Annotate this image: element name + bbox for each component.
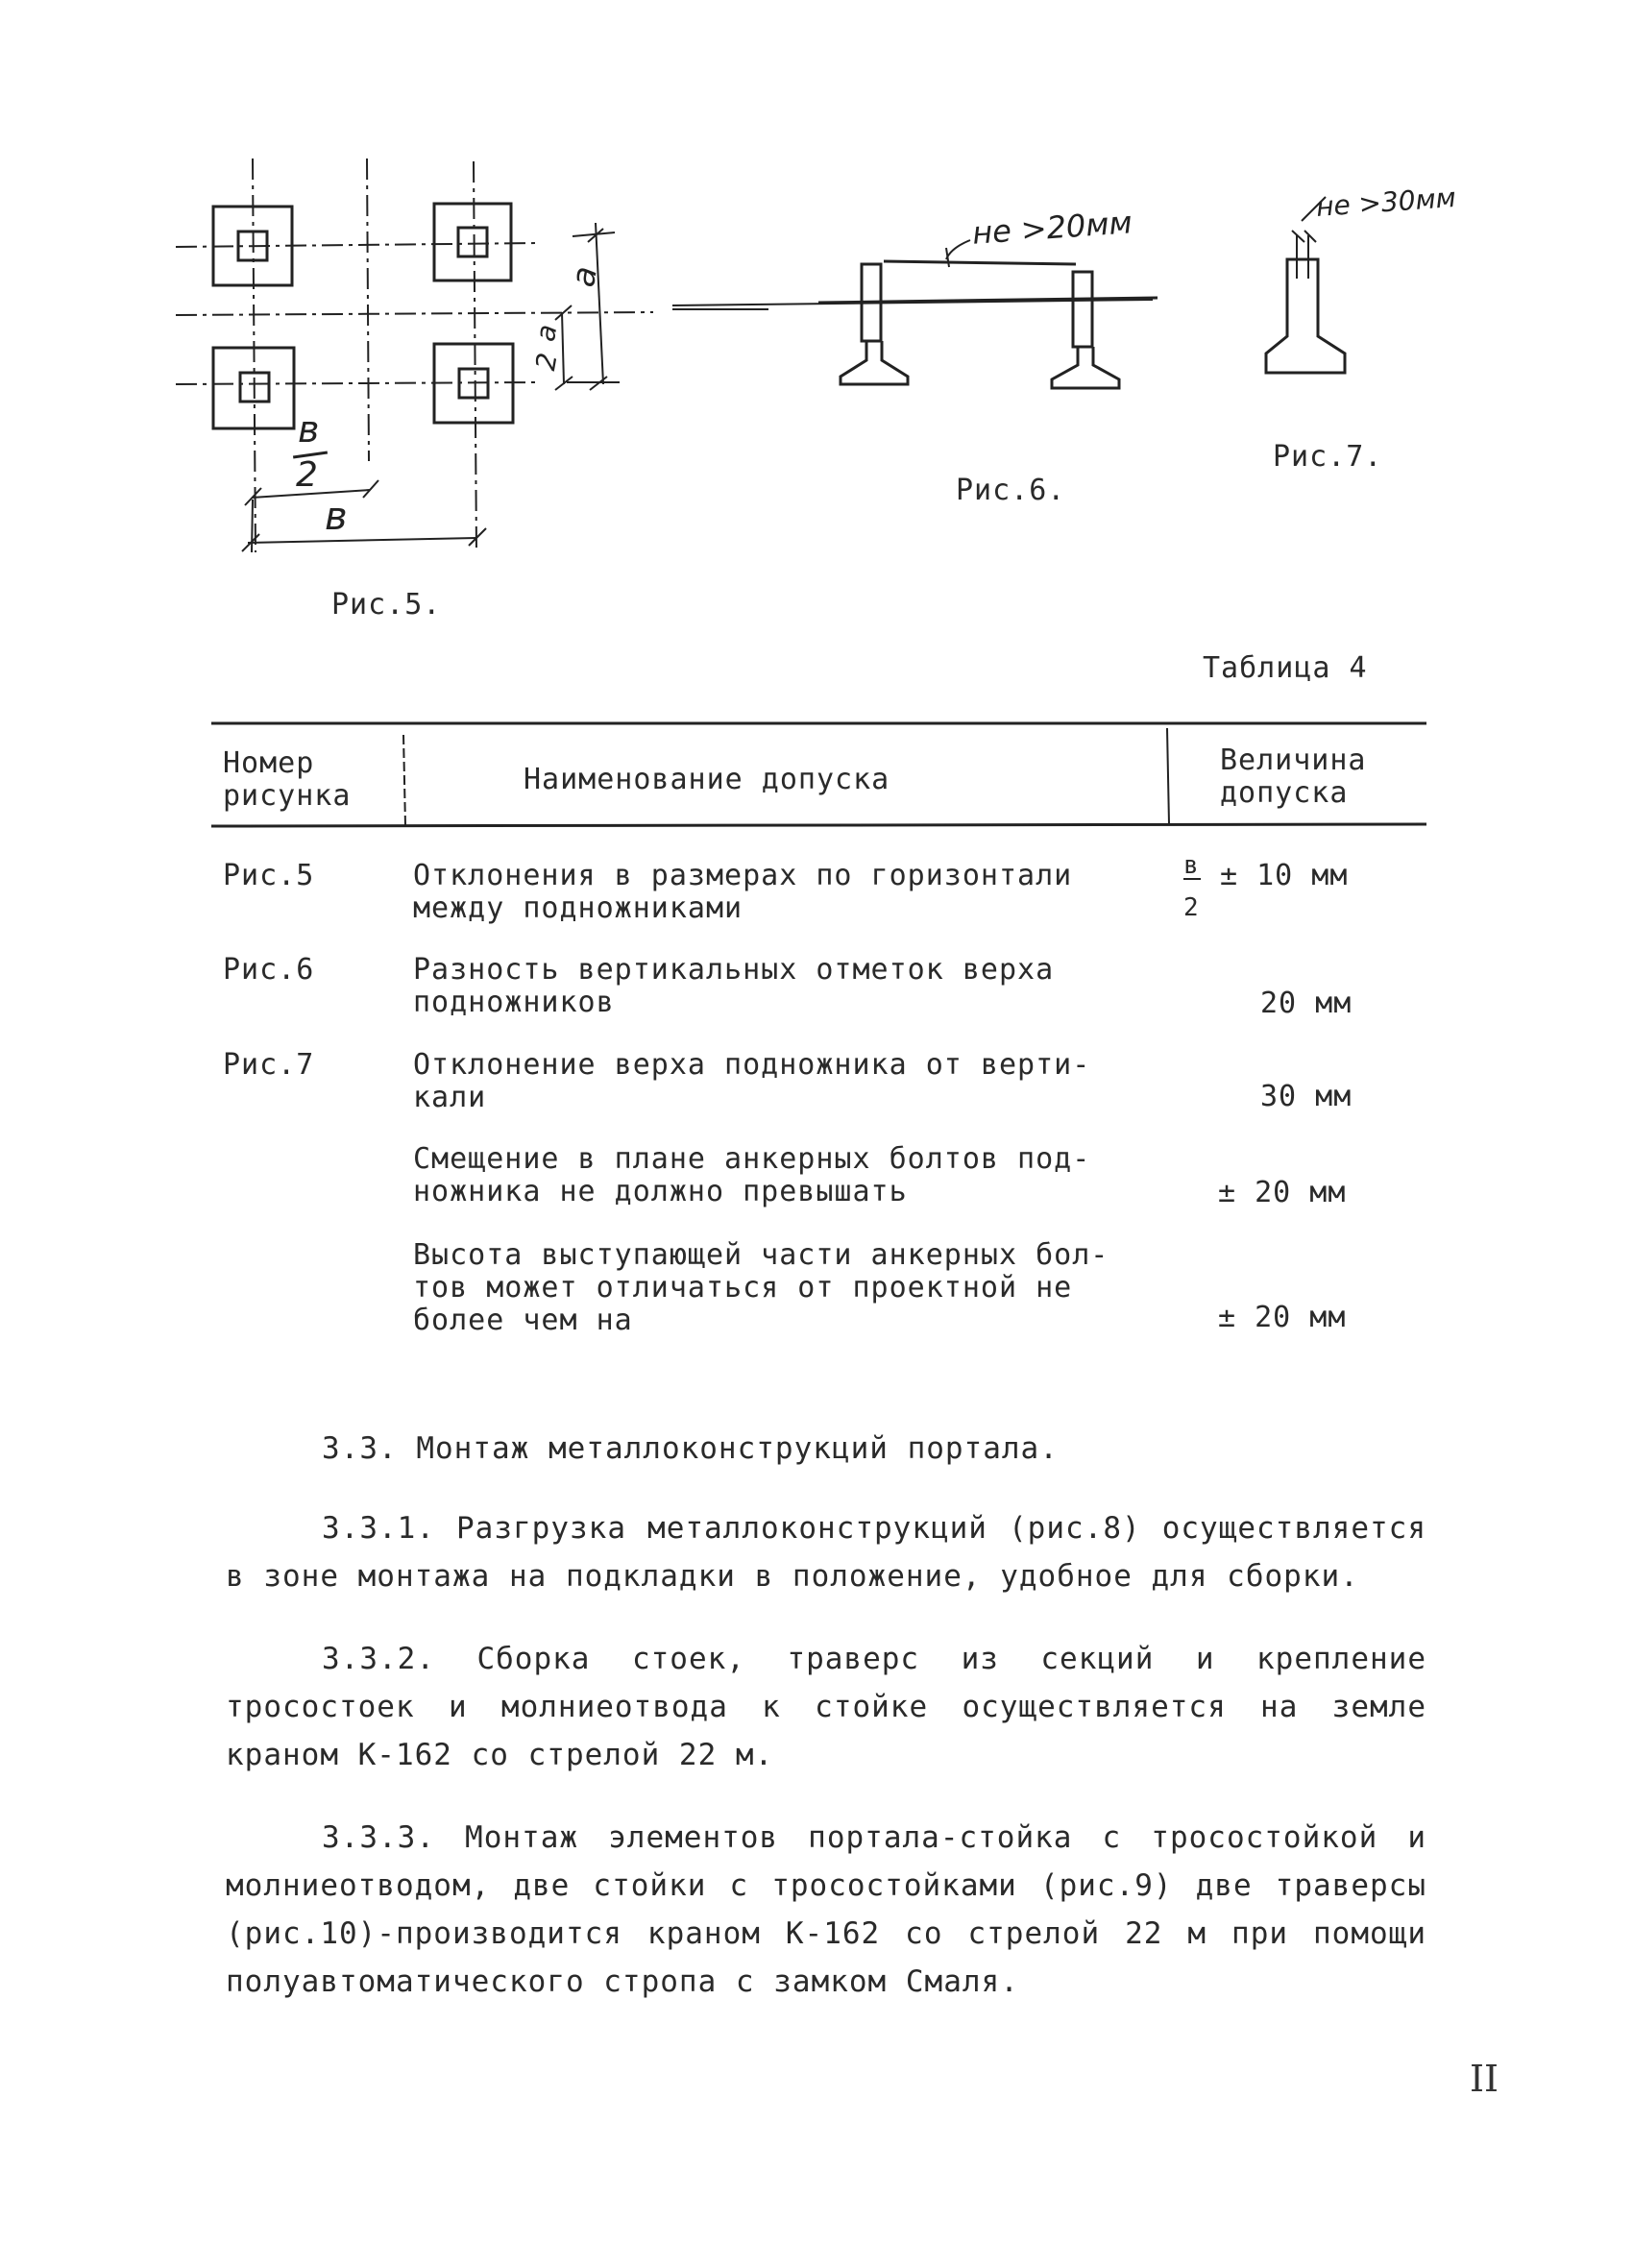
table-row-value: ± 10 мм (1220, 859, 1349, 892)
fig5-dim-a: a (563, 263, 605, 290)
table-row-value-fraction-num: в (1183, 851, 1200, 880)
paragraph: 3.3.1. Разгрузка металлоконструкций (рис.8) осуществляется в зоне монтажа на подкладки в положение, удобное для сборки. (226, 1511, 1426, 1594)
table-row-name: Смещение в плане анкерных болтов под- ножника не должно превышать (413, 1142, 1091, 1208)
table-row-name: Отклонение верха подножника от верти- кали (413, 1048, 1091, 1114)
fig5-caption: Рис.5. (331, 588, 442, 622)
fig5-plan-drawing (176, 159, 768, 552)
fig7-foundation-drawing (1266, 197, 1345, 373)
table-row-name: Разность вертикальных отметок верха подножников (413, 953, 1055, 1019)
fig6-foundations-drawing (672, 240, 1158, 388)
table-header-tolerance-value: Величина допуска (1220, 744, 1367, 810)
fig7-note: не >30мм (1315, 181, 1457, 224)
fig7-caption: Рис.7. (1273, 440, 1383, 474)
fig5-dim-a-half-den: 2 (529, 350, 564, 374)
table-header-tolerance-name: Наименование допуска (524, 763, 890, 796)
section-heading: 3.3. Монтаж металлоконструкций портала. (322, 1431, 1059, 1466)
fig5-dim-a-half-num: a (528, 322, 564, 344)
fig5-dim-b: в (325, 495, 348, 539)
paragraph: 3.3.3. Монтаж элементов портала-стойка с тросостойкой и молниеотводом, две стойки с тросостойками (рис.9) две траверсы (рис.10)-производится краном К-162 со стрелой 22 м при помощи полуавтоматического стропа с замком Смаля. (226, 1820, 1426, 1999)
fig6-caption: Рис.6. (956, 474, 1066, 507)
table-row-fig: Рис.5 (223, 859, 315, 892)
fig5-dim-b-half-num: в (298, 408, 320, 451)
paragraph: 3.3.2. Сборка стоек, траверс из секций и крепление тросостоек и молниеотвода к стойке осуществляется на земле краном К-162 со стрелой 22 м. (226, 1642, 1426, 1772)
table-row-value-fraction-den: 2 (1183, 893, 1200, 922)
table-row-value: 30 мм (1260, 1080, 1353, 1113)
table-row-fig: Рис.7 (223, 1048, 315, 1082)
table-row-fig: Рис.6 (223, 953, 315, 987)
table-row-name: Отклонения в размерах по горизонтали между подножниками (413, 859, 1073, 925)
table-header-fig-number: Номер рисунка (223, 746, 352, 813)
table-row-value-fraction-line (1183, 878, 1201, 880)
table-caption: Таблица 4 (1203, 651, 1368, 685)
table-row-value: ± 20 мм (1218, 1301, 1347, 1334)
page-number: II (1470, 2058, 1499, 2100)
table-row-name: Высота выступающей части анкерных бол- тов может отличаться от проектной не более чем на (413, 1238, 1109, 1337)
table-row-value: ± 20 мм (1218, 1176, 1347, 1209)
fig5-dim-b-half-den: 2 (296, 455, 318, 495)
table-row-value: 20 мм (1260, 987, 1353, 1020)
fig6-note: не >20мм (970, 204, 1133, 252)
